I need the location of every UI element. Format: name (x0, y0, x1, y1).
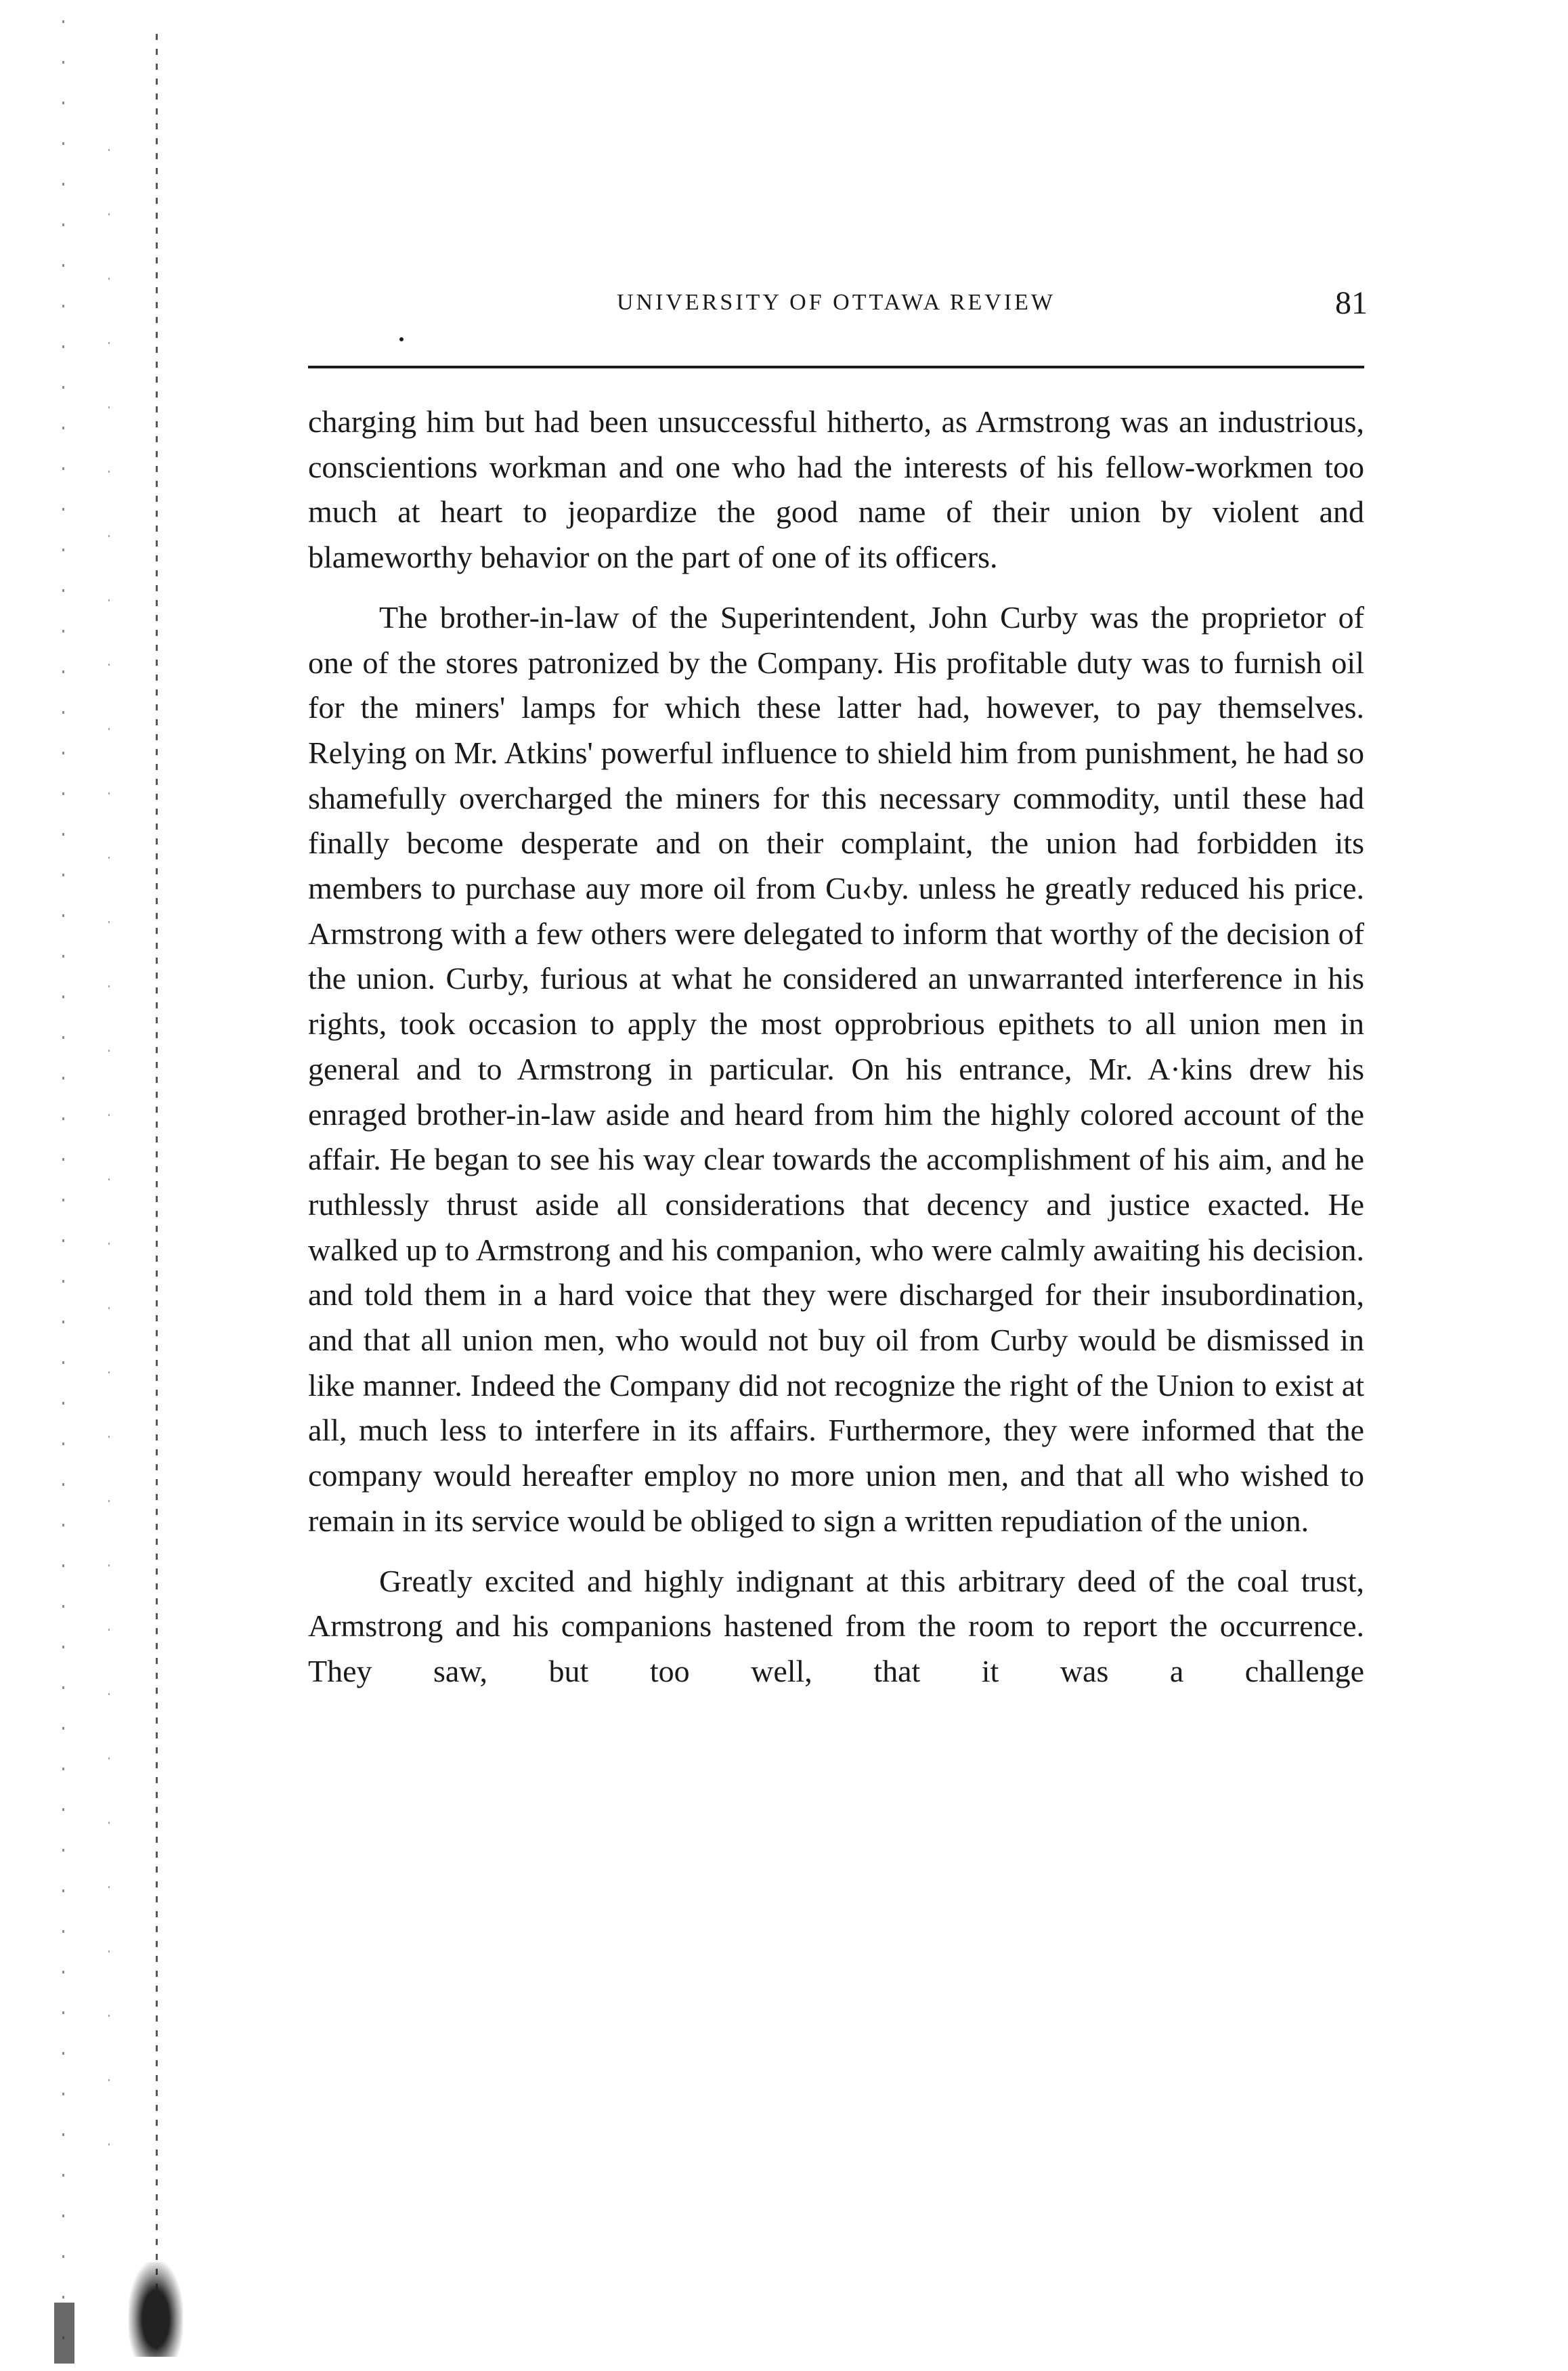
gutter-blot (54, 2303, 74, 2364)
page-number: 81 (1335, 285, 1368, 321)
running-header (305, 284, 1368, 332)
gutter-mark (62, 20, 64, 2350)
header-dot (399, 337, 404, 341)
gutter-mark (156, 34, 158, 2350)
paragraph: charging him but had been unsuccessful hitherto, as Armstrong was an industrious, conscientions workman and one who had the interests of his fellow-workmen too much at heart to jeopardize the good name of their union by violent and blameworthy behavior on the part of one of its officers. (308, 404, 1364, 575)
running-title: UNIVERSITY OF OTTAWA REVIEW (616, 290, 1056, 315)
paragraph: Greatly excited and highly indignant at this arbitrary deed of the coal trust, Armstrong and his companions hastened from the room to report the occurrence. They saw, but too well, that it was a challenge (308, 1563, 1364, 1688)
body-text (308, 400, 1364, 1709)
scan-gutter-noise (27, 14, 183, 2364)
paragraph: The brother-in-law of the Superintendent, John Curby was the proprietor of one of the stores patronized by the Company. His profitable duty was to furnish oil for the miners' lamps for which these latter had, however, to pay themselves. Relying on Mr. Atkins' powerful influence to shield him from punishment, he had so shamefully overcharged the miners for this necessary commodity, until these had finally become desperate and on their complaint, the union had forbidden its members to purchase auy more oil from Cu‹by. unless he greatly reduced his price. Armstrong with a few others were delegated to inform that worthy of the decision of the union. Curby, furious at what he considered an unwarranted interference in his rights, took occasion to apply the most opprobrious epithets to all union men in general and to Armstrong in particular. On his entrance, Mr. A·kins drew his enraged brother-in-law aside and heard from him the highly colored account of the affair. He began to see his way clear towards the accomplishment of his aim, and he ruthlessly thrust aside all considerations that decency and justice exacted. He walked up to Armstrong and his companion, who were calmly awaiting his decision. and told them in a hard voice that they were discharged for their insubordination, and that all union men, who would not buy oil from Curby would be dismissed in like manner. Indeed the Company did not recognize the right of the Union to exist at all, much less to interfere in its affairs. Furthermore, they were informed that the company would hereafter employ no more union men, and that all who wished to remain in its service would be obliged to sign a written repudiation of the union. (308, 599, 1364, 1538)
header-rule (308, 366, 1364, 368)
gutter-blot (129, 2262, 183, 2357)
gutter-mark (108, 149, 110, 2181)
